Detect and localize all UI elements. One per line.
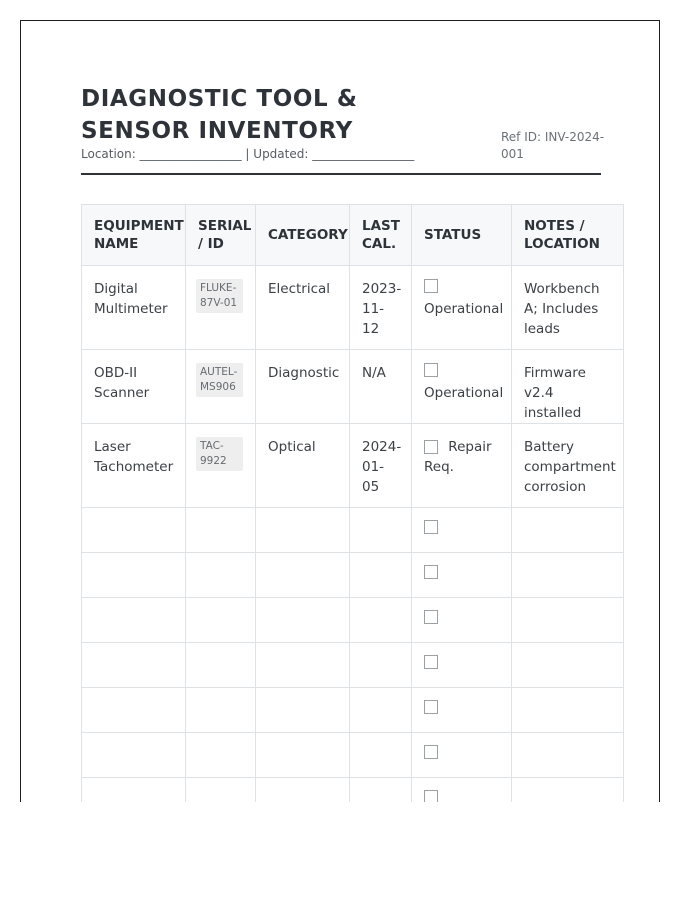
last-cal-cell: 2024-01-05 bbox=[350, 424, 412, 508]
status-cell bbox=[412, 598, 512, 643]
empty-cell[interactable] bbox=[82, 598, 186, 643]
empty-cell[interactable] bbox=[82, 688, 186, 733]
table-header-row bbox=[82, 205, 624, 266]
empty-cell[interactable] bbox=[512, 733, 624, 778]
empty-cell[interactable] bbox=[256, 643, 350, 688]
status-label: Operational bbox=[424, 385, 504, 401]
empty-cell[interactable] bbox=[512, 778, 624, 803]
inventory-table bbox=[81, 204, 624, 802]
status-checkbox[interactable] bbox=[424, 745, 438, 759]
status-cell bbox=[412, 350, 512, 424]
empty-cell[interactable] bbox=[512, 598, 624, 643]
notes-cell: Workbench A; Includes leads bbox=[512, 266, 624, 350]
empty-cell[interactable] bbox=[512, 553, 624, 598]
document-header bbox=[81, 83, 605, 175]
header-status: STATUS bbox=[412, 205, 512, 266]
empty-cell[interactable] bbox=[256, 688, 350, 733]
status-cell bbox=[412, 688, 512, 733]
empty-cell[interactable] bbox=[82, 643, 186, 688]
status-checkbox[interactable] bbox=[424, 363, 438, 377]
status-checkbox[interactable] bbox=[424, 610, 438, 624]
table-row-empty bbox=[82, 553, 624, 598]
category-cell: Electrical bbox=[256, 266, 350, 350]
empty-cell[interactable] bbox=[350, 688, 412, 733]
equipment-name-cell: Laser Tachometer bbox=[82, 424, 186, 508]
empty-cell[interactable] bbox=[512, 643, 624, 688]
status-checkbox[interactable] bbox=[424, 565, 438, 579]
serial-tag: FLUKE-87V-01 bbox=[196, 279, 243, 313]
empty-cell[interactable] bbox=[82, 778, 186, 803]
header-category: CATEGORY bbox=[256, 205, 350, 266]
status-label: Operational bbox=[424, 301, 504, 317]
empty-cell[interactable] bbox=[350, 508, 412, 553]
header-equipment-name: EQUIPMENT NAME bbox=[82, 205, 186, 266]
serial-cell bbox=[186, 424, 256, 508]
empty-cell[interactable] bbox=[186, 688, 256, 733]
empty-cell[interactable] bbox=[186, 598, 256, 643]
empty-cell[interactable] bbox=[512, 688, 624, 733]
header-last-cal: LAST CAL. bbox=[350, 205, 412, 266]
empty-cell[interactable] bbox=[186, 508, 256, 553]
table-row-empty bbox=[82, 508, 624, 553]
status-cell bbox=[412, 508, 512, 553]
empty-cell[interactable] bbox=[350, 733, 412, 778]
table-row-empty bbox=[82, 598, 624, 643]
empty-cell[interactable] bbox=[186, 553, 256, 598]
table-row bbox=[82, 266, 624, 350]
empty-cell[interactable] bbox=[186, 733, 256, 778]
empty-cell[interactable] bbox=[186, 643, 256, 688]
empty-cell[interactable] bbox=[350, 778, 412, 803]
empty-cell[interactable] bbox=[186, 778, 256, 803]
header-serial-id: SERIAL / ID bbox=[186, 205, 256, 266]
empty-cell[interactable] bbox=[256, 598, 350, 643]
status-checkbox[interactable] bbox=[424, 790, 438, 802]
empty-cell[interactable] bbox=[82, 553, 186, 598]
table-row bbox=[82, 424, 624, 508]
empty-cell[interactable] bbox=[350, 598, 412, 643]
serial-tag: AUTEL-MS906 bbox=[196, 363, 243, 397]
serial-tag: TAC-9922 bbox=[196, 437, 243, 471]
notes-cell: Battery compartment corrosion bbox=[512, 424, 624, 508]
table-row bbox=[82, 350, 624, 424]
empty-cell[interactable] bbox=[350, 553, 412, 598]
status-checkbox[interactable] bbox=[424, 279, 438, 293]
empty-cell[interactable] bbox=[82, 508, 186, 553]
serial-cell bbox=[186, 266, 256, 350]
table-row-empty bbox=[82, 778, 624, 803]
status-cell bbox=[412, 643, 512, 688]
empty-cell[interactable] bbox=[256, 778, 350, 803]
status-cell bbox=[412, 778, 512, 803]
status-checkbox[interactable] bbox=[424, 700, 438, 714]
empty-cell[interactable] bbox=[512, 508, 624, 553]
table-row-empty bbox=[82, 688, 624, 733]
header-notes-location: NOTES / LOCATION bbox=[512, 205, 624, 266]
table-row-empty bbox=[82, 733, 624, 778]
category-cell: Diagnostic bbox=[256, 350, 350, 424]
last-cal-cell: N/A bbox=[350, 350, 412, 424]
empty-cell[interactable] bbox=[256, 508, 350, 553]
empty-cell[interactable] bbox=[256, 553, 350, 598]
page-title: DIAGNOSTIC TOOL & SENSOR INVENTORY bbox=[81, 86, 358, 144]
empty-cell[interactable] bbox=[256, 733, 350, 778]
status-cell bbox=[412, 424, 512, 508]
reference-id: Ref ID: INV-2024-001 bbox=[501, 130, 605, 161]
status-checkbox[interactable] bbox=[424, 655, 438, 669]
status-checkbox[interactable] bbox=[424, 520, 438, 534]
empty-cell[interactable] bbox=[82, 733, 186, 778]
equipment-name-cell: OBD-II Scanner bbox=[82, 350, 186, 424]
category-cell: Optical bbox=[256, 424, 350, 508]
table-row-empty bbox=[82, 643, 624, 688]
serial-cell bbox=[186, 350, 256, 424]
location-updated-line: Location: _________________ | Updated: _________________ bbox=[81, 147, 415, 161]
inventory-sheet bbox=[20, 20, 660, 802]
status-cell bbox=[412, 266, 512, 350]
equipment-name-cell: Digital Multimeter bbox=[82, 266, 186, 350]
status-checkbox[interactable] bbox=[424, 440, 438, 454]
status-cell bbox=[412, 733, 512, 778]
status-cell bbox=[412, 553, 512, 598]
last-cal-cell: 2023-11-12 bbox=[350, 266, 412, 350]
empty-cell[interactable] bbox=[350, 643, 412, 688]
status-label: Repair Req. bbox=[424, 439, 492, 475]
notes-cell: Firmware v2.4 installed bbox=[512, 350, 624, 424]
